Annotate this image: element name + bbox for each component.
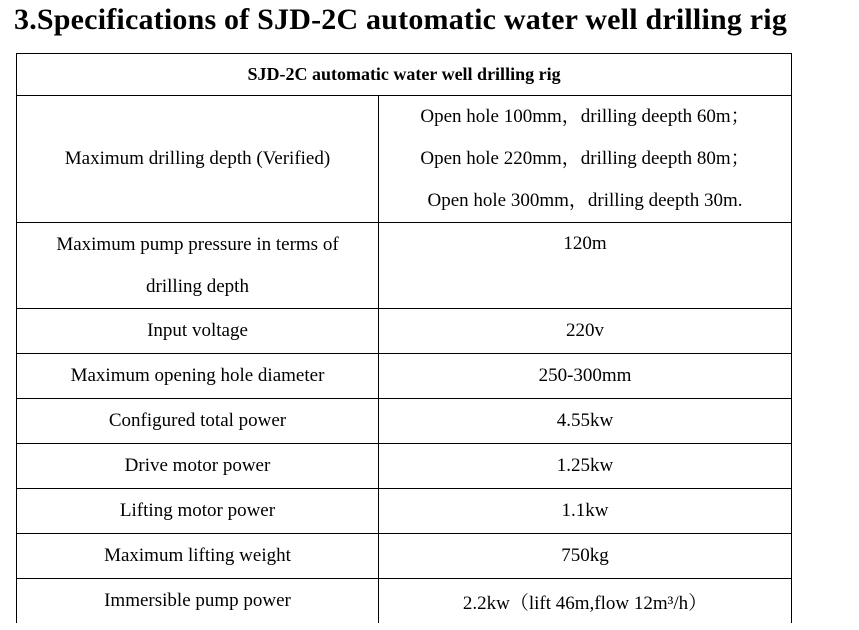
table-header: SJD-2C automatic water well drilling rig: [17, 54, 792, 96]
spec-label: Configured total power: [17, 399, 379, 444]
table-row: [17, 534, 792, 579]
spec-value: 1.25kw: [379, 444, 792, 489]
page-title: 3.Specifications of SJD-2C automatic water well drilling rig: [14, 3, 788, 36]
depth-value-line: Open hole 300mm，drilling deepth 30m.: [427, 190, 743, 211]
spec-label-text: Maximum drilling depth (Verified): [64, 148, 331, 169]
specifications-table: [16, 53, 792, 623]
depth-value-line: Open hole 100mm，drilling deepth 60m；: [420, 106, 750, 127]
spec-label: Lifting motor power: [17, 489, 379, 534]
table-header-row: [17, 54, 792, 96]
spec-label-line: drilling depth: [146, 275, 249, 297]
spec-value: 750kg: [379, 534, 792, 579]
spec-value-text: 120m: [563, 233, 607, 254]
spec-label: Input voltage: [17, 309, 379, 354]
spec-value: 250-300mm: [379, 354, 792, 399]
spec-label: Drive motor power: [17, 444, 379, 489]
table-row: [17, 579, 792, 624]
spec-label-line: Maximum pump pressure in terms of: [56, 233, 339, 255]
spec-label: [17, 223, 379, 309]
spec-value: 2.2kw（lift 46m,flow 12m³/h）: [379, 579, 792, 624]
depth-value-line: Open hole 220mm，drilling deepth 80m；: [420, 148, 750, 169]
table-row: [17, 309, 792, 354]
spec-value: 220v: [379, 309, 792, 354]
spec-label: Maximum opening hole diameter: [17, 354, 379, 399]
table-row: [17, 354, 792, 399]
spec-value: 4.55kw: [379, 399, 792, 444]
spec-label: [17, 96, 379, 223]
spec-label: Maximum lifting weight: [17, 534, 379, 579]
spec-value: 1.1kw: [379, 489, 792, 534]
spec-value: [379, 223, 792, 309]
spec-value: [379, 96, 792, 223]
table-row: [17, 223, 792, 309]
spec-label: Immersible pump power: [17, 579, 379, 624]
table-row: [17, 489, 792, 534]
table-row: [17, 96, 792, 223]
table-row: [17, 444, 792, 489]
table-row: [17, 399, 792, 444]
